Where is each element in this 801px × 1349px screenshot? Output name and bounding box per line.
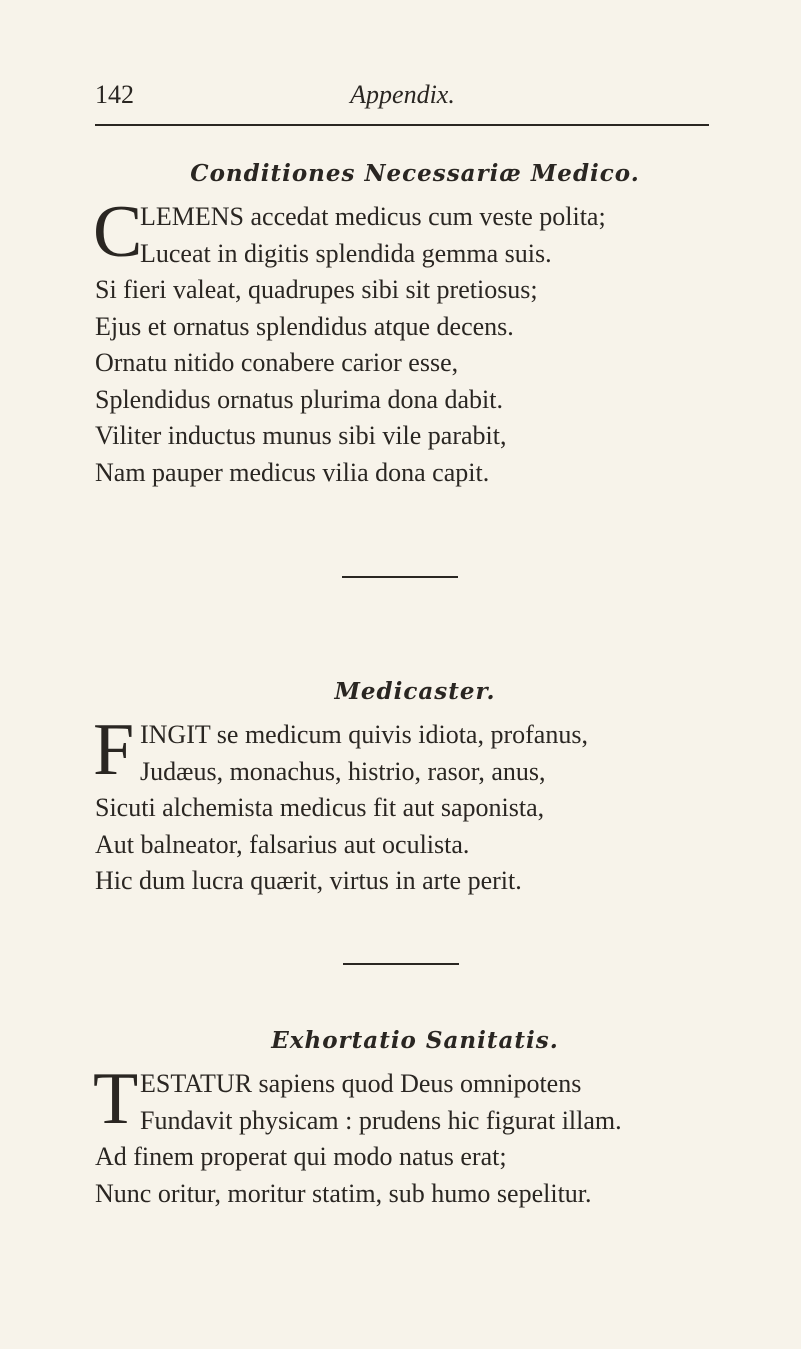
poem-line: Aut balneator, falsarius aut oculista.: [95, 829, 470, 859]
poem-exhortatio: [95, 1027, 735, 1212]
drop-cap: T: [93, 1058, 139, 1140]
drop-cap: C: [93, 191, 143, 273]
line-text: INGIT se medicum quivis idiota, profanus,: [140, 720, 588, 749]
poem-line: Fundavit physicam : prudens hic figurat illam.: [140, 1105, 622, 1135]
running-head: [95, 76, 710, 116]
poem-line: Viliter inductus munus sibi vile parabit,: [95, 421, 507, 450]
section-divider: [343, 963, 459, 965]
poem-title: Conditiones Necessariæ Medico.: [190, 160, 640, 187]
poem-line: Sicuti alchemista medicus fit aut saponista,: [95, 793, 545, 822]
poem-line: Ejus et ornatus splendidus atque decens.: [95, 311, 514, 341]
poem-line: Luceat in digitis splendida gemma suis.: [140, 238, 552, 268]
poem-title: Exhortatio Sanitatis.: [271, 1027, 559, 1054]
header-rule: [95, 124, 709, 126]
line-text: ESTATUR sapiens quod Deus omnipotens: [140, 1069, 582, 1098]
drop-cap: F: [93, 709, 135, 791]
poem-line: Judæus, monachus, histrio, rasor, anus,: [140, 756, 546, 786]
poem-line: Si fieri valeat, quadrupes sibi sit pretiosus;: [95, 275, 538, 304]
poem-title: Medicaster.: [334, 678, 496, 705]
section-divider: [342, 576, 458, 578]
poem-line: Ornatu nitido conabere carior esse,: [95, 348, 459, 377]
running-title: Appendix.: [350, 80, 455, 109]
poem-conditiones: [95, 160, 735, 491]
poem-line: Hic dum lucra quærit, virtus in arte perit.: [95, 866, 522, 895]
poem-line: Nam pauper medicus vilia dona capit.: [95, 457, 490, 487]
poem-line: Splendidus ornatus plurima dona dabit.: [95, 384, 504, 414]
line-text: LEMENS accedat medicus cum veste polita;: [140, 202, 606, 231]
page-number: 142: [95, 80, 134, 109]
poem-medicaster: [95, 678, 735, 900]
poem-line: Nunc oritur, moritur statim, sub humo sepelitur.: [95, 1178, 592, 1208]
poem-line: Ad finem properat qui modo natus erat;: [95, 1142, 507, 1171]
